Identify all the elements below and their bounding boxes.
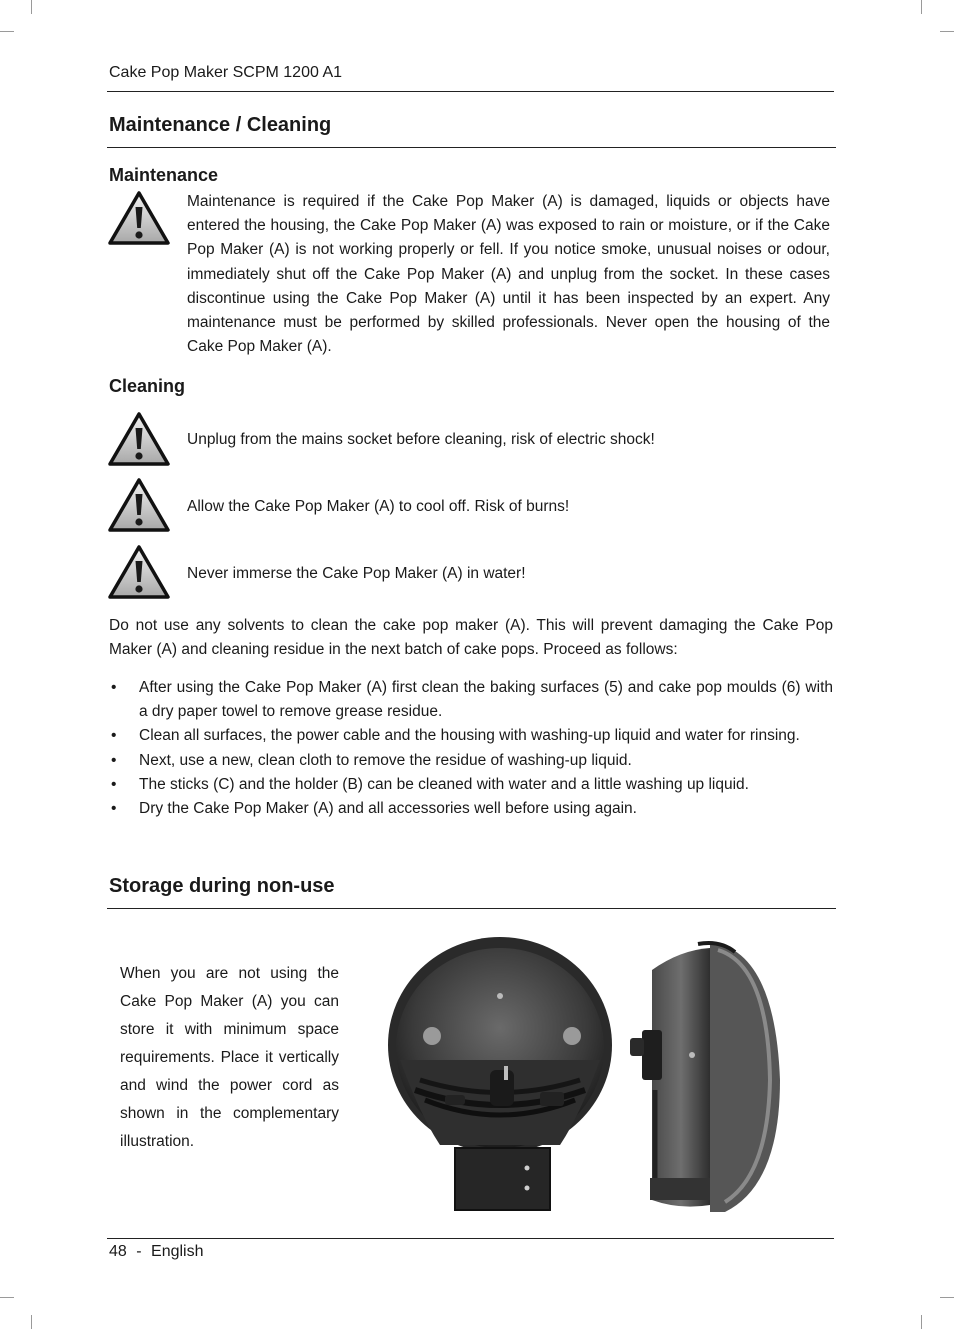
- cake-pop-maker-storage-photo: [380, 930, 790, 1220]
- bullet-icon: •: [111, 800, 117, 818]
- crop-mark: [31, 1315, 32, 1329]
- list-item: • After using the Cake Pop Maker (A) first clean the baking surfaces (5) and cake pop moulds (6) with a dry paper towel to remove grease residue.: [109, 676, 833, 724]
- footer-rule: [107, 1238, 834, 1239]
- crop-mark: [921, 1315, 922, 1329]
- subsection-title-cleaning: Cleaning: [109, 376, 186, 396]
- cleaning-warning-1: Unplug from the mains socket before cleaning, risk of electric shock!: [187, 431, 655, 448]
- bullet-icon: •: [111, 751, 117, 769]
- crop-mark: [940, 1297, 954, 1298]
- crop-mark: [921, 0, 922, 14]
- warning-triangle-icon: [107, 544, 171, 600]
- cleaning-steps-list: [109, 676, 833, 821]
- bullet-icon: •: [111, 679, 117, 696]
- warning-triangle-icon: [107, 411, 171, 467]
- bullet-icon: •: [111, 727, 117, 745]
- list-item: • Clean all surfaces, the power cable and the housing with washing-up liquid and water for rinsing.: [109, 724, 833, 748]
- warning-triangle-icon: [107, 190, 171, 246]
- crop-mark: [0, 31, 14, 32]
- list-item: • The sticks (C) and the holder (B) can be cleaned with water and a little washing up liquid.: [109, 773, 833, 797]
- crop-mark: [31, 0, 32, 14]
- section-title-maintenance-cleaning: Maintenance / Cleaning: [109, 114, 332, 136]
- footer-separator: -: [136, 1243, 142, 1260]
- storage-paragraph: When you are not using the Cake Pop Maker (A) you can store it with minimum space requirements. Place it vertically and wind the power cord as shown in the complementary illustration.: [120, 965, 339, 1150]
- cleaning-warning-3: Never immerse the Cake Pop Maker (A) in water!: [187, 565, 526, 582]
- page-number: 48: [109, 1243, 127, 1260]
- crop-mark: [940, 31, 954, 32]
- bullet-icon: •: [111, 775, 117, 793]
- list-item: • Dry the Cake Pop Maker (A) and all accessories well before using again.: [109, 797, 833, 821]
- list-item: • Next, use a new, clean cloth to remove the residue of washing-up liquid.: [109, 749, 833, 773]
- section-title-storage: Storage during non-use: [109, 875, 335, 897]
- running-header: Cake Pop Maker SCPM 1200 A1: [109, 64, 343, 81]
- cleaning-intro: Do not use any solvents to clean the cake pop maker (A). This will prevent damaging the Cake Pop Maker (A) and cleaning residue in the next batch of cake pops. Proceed as follows:: [109, 617, 833, 659]
- page-footer: [109, 1243, 204, 1261]
- header-rule: [107, 91, 834, 92]
- crop-mark: [0, 1297, 14, 1298]
- cleaning-warning-2: Allow the Cake Pop Maker (A) to cool off. Risk of burns!: [187, 498, 570, 515]
- section-rule: [107, 908, 836, 909]
- footer-language: English: [151, 1243, 204, 1260]
- section-rule: [107, 147, 836, 148]
- maintenance-paragraph: Maintenance is required if the Cake Pop Maker (A) is damaged, liquids or objects have entered the housing, the Cake Pop Maker (A) was exposed to rain or moisture, or if the Cake Pop Maker (A) is not working properly or fell. If you notice smoke, unusual noises or odour, immediately shut off the Cake Pop Maker (A) and unplug from the socket. In these cases discontinue using the Cake Pop Maker (A) until it has been inspected by an expert. Any maintenance must be performed by skilled professionals. Never open the housing of the Cake Pop Maker (A).: [187, 193, 830, 356]
- warning-triangle-icon: [107, 477, 171, 533]
- subsection-title-maintenance: Maintenance: [109, 165, 219, 185]
